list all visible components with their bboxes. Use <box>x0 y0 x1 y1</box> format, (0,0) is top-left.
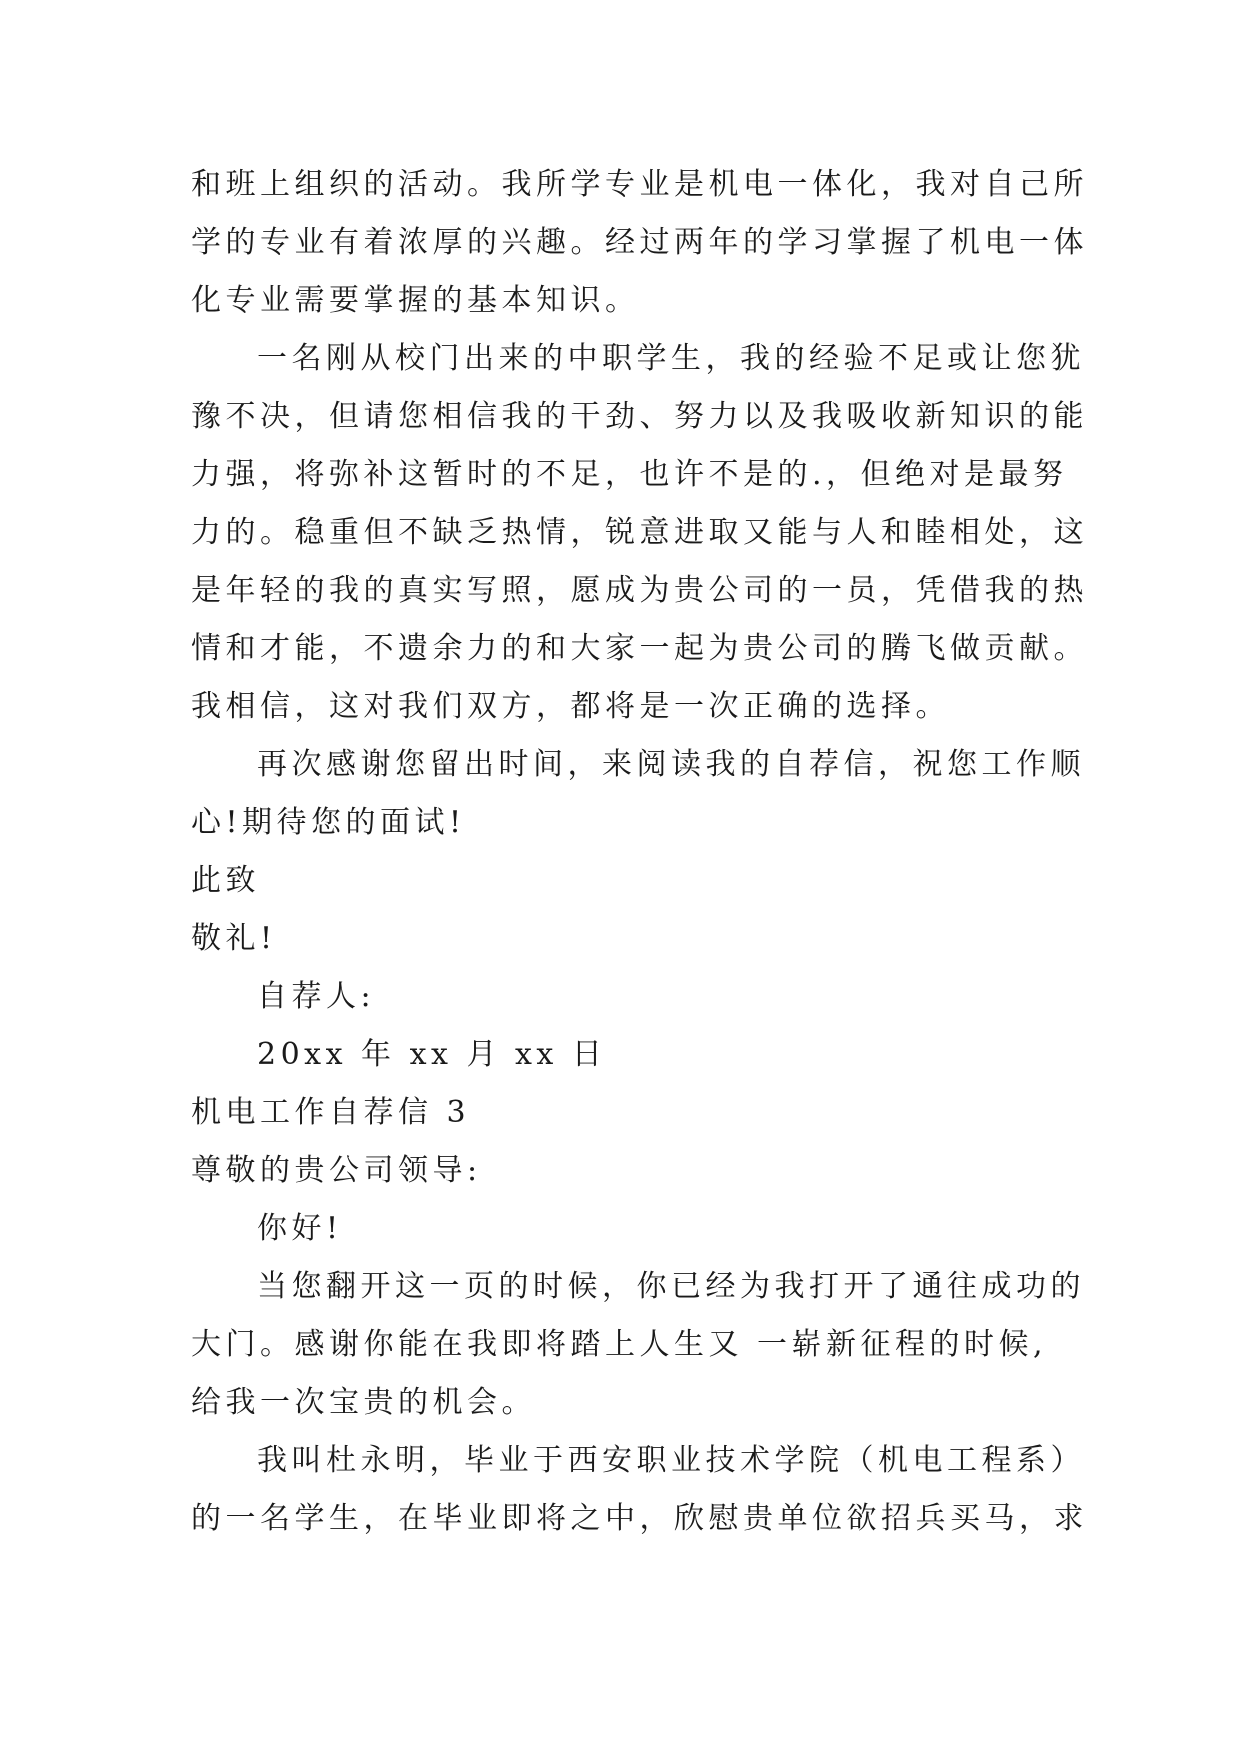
text-line: 情和才能，不遗余力的和大家一起为贵公司的腾飞做贡献。 <box>191 631 1088 666</box>
paragraph-start-line: 我叫杜永明，毕业于西安职业技术学院（机电工程系） <box>257 1443 1085 1478</box>
signature-date: 20xx 年 xx 月 xx 日 <box>257 1037 607 1072</box>
greeting: 你好! <box>257 1211 343 1246</box>
closing-salutation: 此致 <box>191 863 260 898</box>
text-line: 我相信，这对我们双方，都将是一次正确的选择。 <box>191 689 950 724</box>
text-line: 心!期待您的面试! <box>191 805 466 840</box>
text-line: 和班上组织的活动。我所学专业是机电一体化，我对自己所 <box>191 167 1088 202</box>
text-line: 化专业需要掌握的基本知识。 <box>191 283 640 318</box>
text-line: 力强，将弥补这暂时的不足，也许不是的.，但绝对是最努 <box>191 457 1068 492</box>
section-heading: 机电工作自荐信 3 <box>191 1095 471 1130</box>
text-line: 力的。稳重但不缺乏热情，锐意进取又能与人和睦相处，这 <box>191 515 1088 550</box>
signature-label: 自荐人: <box>257 979 376 1014</box>
text-line: 学的专业有着浓厚的兴趣。经过两年的学习掌握了机电一体 <box>191 225 1088 260</box>
letter-salutation: 尊敬的贵公司领导: <box>191 1153 482 1188</box>
text-line: 豫不决，但请您相信我的干劲、努力以及我吸收新知识的能 <box>191 399 1088 434</box>
paragraph-start-line: 当您翻开这一页的时候，你已经为我打开了通往成功的 <box>257 1269 1085 1304</box>
text-line: 的一名学生，在毕业即将之中，欣慰贵单位欲招兵买马，求 <box>191 1501 1088 1536</box>
paragraph-start-line: 再次感谢您留出时间，来阅读我的自荐信，祝您工作顺 <box>257 747 1085 782</box>
closing-regards: 敬礼! <box>191 921 277 956</box>
text-line: 是年轻的我的真实写照，愿成为贵公司的一员，凭借我的热 <box>191 573 1088 608</box>
text-line: 给我一次宝贵的机会。 <box>191 1385 536 1420</box>
letter-body <box>191 156 1088 1548</box>
text-line: 大门。感谢你能在我即将踏上人生又 一崭新征程的时候, <box>191 1327 1048 1362</box>
paragraph-start-line: 一名刚从校门出来的中职学生，我的经验不足或让您犹 <box>257 341 1085 376</box>
